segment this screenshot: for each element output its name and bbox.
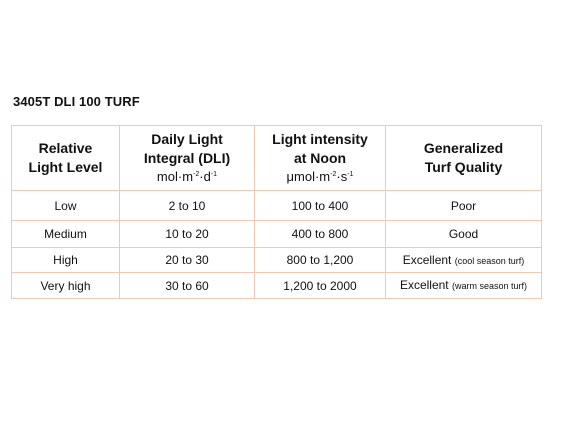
header-relative-light-level xyxy=(12,126,120,191)
table-row xyxy=(12,221,542,248)
cell-light-level: High xyxy=(12,248,120,273)
header-line: Generalized xyxy=(423,140,504,156)
table-row xyxy=(12,191,542,221)
cell-dli: 10 to 20 xyxy=(120,221,255,248)
cell-intensity: 100 to 400 xyxy=(255,191,386,221)
header-line: Turf Quality xyxy=(424,159,503,175)
header-line: Daily Light xyxy=(151,131,223,147)
cell-light-level: Medium xyxy=(12,221,120,248)
header-line: at Noon xyxy=(293,150,347,166)
table-row xyxy=(12,273,542,299)
cell-dli: 30 to 60 xyxy=(120,273,255,299)
dli-table xyxy=(11,125,542,299)
cell-quality: Excellent (warm season turf) xyxy=(386,273,542,299)
quality-note: (warm season turf) xyxy=(452,281,528,291)
quality-note: (cool season turf) xyxy=(454,255,525,266)
header-turf-quality xyxy=(386,126,542,191)
cell-quality: Good xyxy=(386,221,542,248)
cell-dli: 2 to 10 xyxy=(120,191,255,221)
cell-intensity: 800 to 1,200 xyxy=(255,248,386,273)
header-line: Relative xyxy=(38,140,93,156)
cell-quality: Excellent (cool season turf) xyxy=(386,248,542,273)
header-unit: $mol\cdot m^{-2}\cdot d^{-1}$ xyxy=(156,169,218,184)
header-dli xyxy=(120,126,255,191)
header-light-intensity xyxy=(255,126,386,191)
cell-light-level: Low xyxy=(12,191,120,221)
cell-dli: 20 to 30 xyxy=(120,248,255,273)
header-line: Light intensity xyxy=(272,131,368,147)
header-line: Light Level xyxy=(28,159,103,175)
header-unit: $\mu mol\cdot m^{-2}\cdot s^{-1}$ xyxy=(286,169,354,184)
cell-intensity: 1,200 to 2000 xyxy=(255,273,386,299)
table-row xyxy=(12,248,542,273)
table-header-row xyxy=(12,126,542,191)
cell-light-level: Very high xyxy=(12,273,120,299)
cell-quality: Poor xyxy=(386,191,542,221)
document-title: 3405T DLI 100 TURF xyxy=(13,94,140,109)
header-line: Integral (DLI) xyxy=(143,150,231,166)
cell-intensity: 400 to 800 xyxy=(255,221,386,248)
